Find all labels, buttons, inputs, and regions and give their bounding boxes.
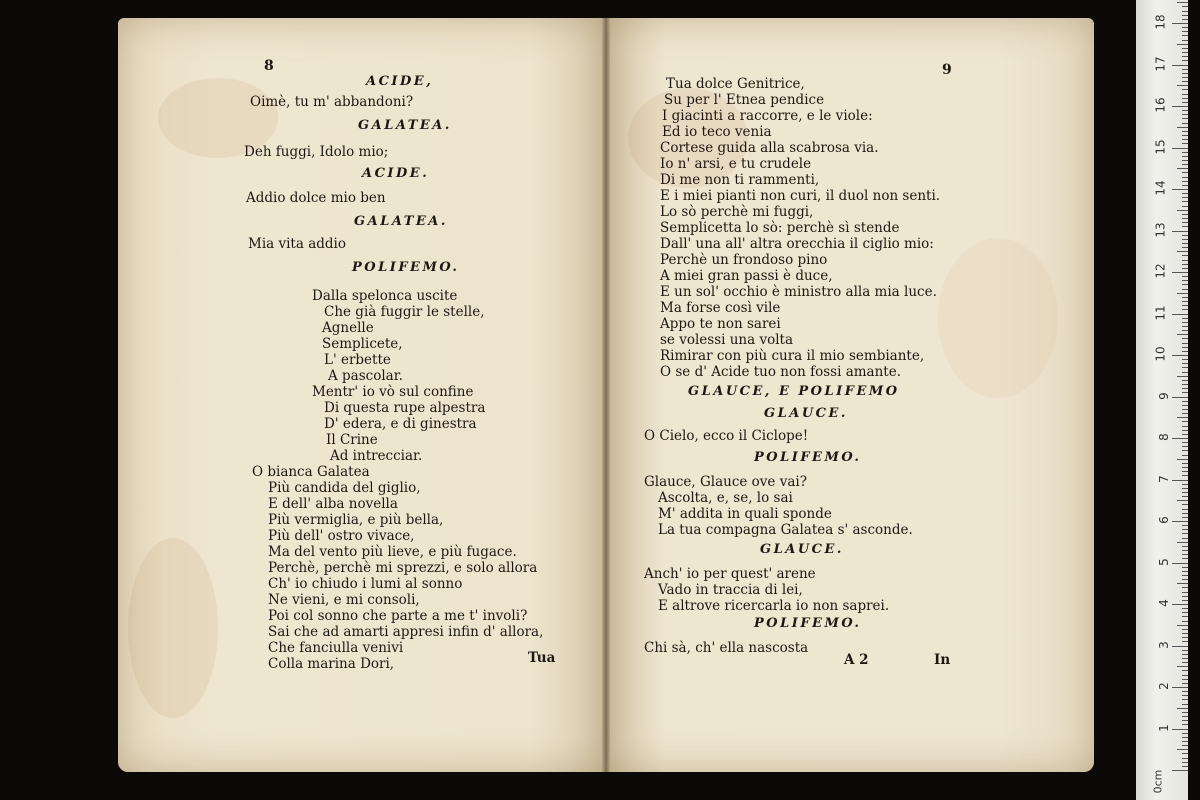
ruler-tick [1172, 729, 1188, 730]
ruler-tick [1172, 231, 1188, 232]
verse-line: Più dell' ostro vivace, [268, 528, 415, 544]
ruler-tick [1182, 35, 1188, 36]
ruler-number: 7 [1157, 474, 1172, 483]
ruler-tick [1182, 347, 1188, 348]
ruler-tick [1182, 463, 1188, 464]
ruler-tick [1182, 621, 1188, 622]
ruler-number: 17 [1153, 55, 1168, 72]
ruler-tick [1182, 733, 1188, 734]
ruler-number: 3 [1157, 640, 1172, 649]
verse-line: E dell' alba novella [268, 496, 398, 512]
ruler-tick [1182, 367, 1188, 368]
ruler-tick [1182, 616, 1188, 617]
ruler-tick [1182, 31, 1188, 32]
ruler-tick [1177, 376, 1188, 377]
ruler-number: 2 [1157, 682, 1172, 690]
ruler-tick [1182, 409, 1188, 410]
ruler-tick [1177, 459, 1188, 460]
ruler-tick [1182, 98, 1188, 99]
ruler-tick [1182, 413, 1188, 414]
ruler-tick [1182, 297, 1188, 298]
verse-line: Glauce, Glauce ove vai? [644, 474, 807, 490]
verse-line: Lo sò perchè mi fuggi, [660, 204, 814, 220]
ruler-tick [1177, 293, 1188, 294]
ruler-tick [1182, 185, 1188, 186]
ruler-tick [1182, 405, 1188, 406]
ruler-tick [1182, 226, 1188, 227]
ruler-tick [1182, 264, 1188, 265]
ruler-tick [1182, 558, 1188, 559]
ruler-tick [1182, 143, 1188, 144]
verse-line: Semplicete, [322, 336, 403, 352]
ruler-tick [1182, 612, 1188, 613]
ruler-tick [1182, 6, 1188, 7]
verse-line: E un sol' occhio è ministro alla mia luce. [660, 284, 937, 300]
verse-line: Ne vieni, e mi consoli, [268, 592, 420, 608]
ruler-tick [1182, 114, 1188, 115]
ruler-tick [1177, 85, 1188, 86]
ruler-tick [1182, 243, 1188, 244]
verse-line: Anch' io per quest' arene [644, 566, 816, 582]
verse-line: Dall' una all' altra orecchia il ciglio mio: [660, 236, 934, 252]
ruler-tick [1182, 206, 1188, 207]
left-catchword: Tua [528, 650, 556, 666]
ruler-tick [1182, 301, 1188, 302]
ruler-tick [1172, 480, 1188, 481]
measuring-ruler [1136, 0, 1188, 800]
verse-line: Dalla spelonca uscite [312, 288, 458, 304]
ruler-number: 16 [1153, 97, 1168, 113]
ruler-tick [1182, 737, 1188, 738]
ruler-tick [1182, 571, 1188, 572]
verse-line: E altrove ricercarla io non saprei. [658, 598, 890, 614]
ruler-tick [1182, 633, 1188, 634]
ruler-tick [1182, 629, 1188, 630]
ruler-tick [1177, 210, 1188, 211]
ruler-tick [1182, 550, 1188, 551]
ruler-tick [1172, 148, 1188, 149]
ruler-tick [1182, 152, 1188, 153]
ruler-tick [1182, 372, 1188, 373]
verse-line: M' addita in quali sponde [658, 506, 832, 522]
ruler-tick [1182, 679, 1188, 680]
ruler-tick [1182, 305, 1188, 306]
ruler-tick [1182, 247, 1188, 248]
verse-line: Perchè un frondoso pino [660, 252, 828, 268]
ruler-tick [1177, 500, 1188, 501]
right-page-number: 9 [942, 62, 952, 78]
verse-line: Agnelle [322, 320, 374, 336]
ruler-tick [1182, 720, 1188, 721]
ruler-tick [1182, 118, 1188, 119]
ruler-tick [1172, 563, 1188, 564]
ruler-tick [1172, 521, 1188, 522]
ruler-tick [1182, 60, 1188, 61]
verse-line: Ch' io chiudo i lumi al sonno [268, 576, 463, 592]
ruler-tick [1182, 654, 1188, 655]
ruler-tick [1182, 504, 1188, 505]
ruler-tick [1182, 322, 1188, 323]
ruler-tick [1177, 127, 1188, 128]
verse-line: Più vermiglia, e più bella, [268, 512, 444, 528]
ruler-tick [1182, 496, 1188, 497]
ruler-tick [1177, 583, 1188, 584]
verse-line: Più candida del giglio, [268, 480, 421, 496]
ruler-tick [1182, 69, 1188, 70]
ruler-tick [1182, 135, 1188, 136]
ruler-tick [1182, 268, 1188, 269]
ruler-tick [1182, 426, 1188, 427]
verse-line: Oimè, tu m' abbandoni? [250, 94, 414, 110]
ruler-tick [1182, 276, 1188, 277]
verse-line: E i miei pianti non curi, il duol non senti. [660, 188, 941, 204]
verse-line: Su per l' Etnea pendice [664, 92, 825, 108]
ruler-number: 12 [1153, 263, 1168, 279]
verse-line: O se d' Acide tuo non fossi amante. [660, 364, 901, 380]
ruler-tick [1172, 272, 1188, 273]
ruler-number: 9 [1157, 391, 1172, 400]
ruler-tick [1182, 197, 1188, 198]
verse-line: Chi sà, ch' ella nascosta [644, 640, 809, 656]
verse-line: Ascolta, e, se, lo sai [658, 490, 793, 506]
ruler-tick [1182, 492, 1188, 493]
ruler-tick [1182, 525, 1188, 526]
verse-line: Ma forse così vile [660, 300, 781, 316]
verse-line: Ed io teco venia [662, 124, 772, 140]
ruler-number: 10 [1153, 346, 1168, 362]
ruler-tick [1182, 110, 1188, 111]
speaker-heading: GLAUCE. [760, 542, 844, 557]
ruler-tick [1172, 106, 1188, 107]
ruler-tick [1182, 392, 1188, 393]
ruler-number: 6 [1157, 516, 1172, 524]
ruler-tick [1182, 421, 1188, 422]
verse-line: Poi col sonno che parte a me t' involi? [268, 608, 528, 624]
ruler-tick [1182, 280, 1188, 281]
ruler-tick [1172, 438, 1188, 439]
ruler-tick [1182, 762, 1188, 763]
ruler-tick [1182, 475, 1188, 476]
ruler-tick [1182, 745, 1188, 746]
ruler-tick [1182, 455, 1188, 456]
speaker-heading: ACIDE, [366, 74, 434, 89]
ruler-tick [1182, 575, 1188, 576]
ruler-tick [1182, 48, 1188, 49]
verse-line: I giacinti a raccorre, e le viole: [662, 108, 873, 124]
ruler-tick [1182, 139, 1188, 140]
speaker-heading: GLAUCE. [764, 406, 848, 421]
verse-line: Deh fuggi, Idolo mio; [244, 144, 389, 160]
ruler-tick [1182, 670, 1188, 671]
verse-line: Perchè, perchè mi sprezzi, e solo allora [268, 560, 538, 576]
ruler-tick [1182, 102, 1188, 103]
ruler-tick [1182, 741, 1188, 742]
ruler-number: 5 [1157, 557, 1172, 566]
ruler-tick [1182, 359, 1188, 360]
ruler-tick [1182, 724, 1188, 725]
ruler-tick [1182, 587, 1188, 588]
verse-line: Mentr' io vò sul confine [312, 384, 474, 400]
verse-line: Ad intrecciar. [330, 448, 423, 464]
ruler-tick [1172, 189, 1188, 190]
ruler-tick [1182, 434, 1188, 435]
ruler-number: 8 [1157, 433, 1172, 441]
ruler-tick [1182, 177, 1188, 178]
verse-line: L' erbette [324, 352, 391, 368]
ruler-tick [1182, 533, 1188, 534]
ruler-tick [1182, 193, 1188, 194]
verse-line: se volessi una volta [660, 332, 794, 348]
ruler-tick [1182, 608, 1188, 609]
verse-line: Il Crine [326, 432, 378, 448]
ruler-number: 1 [1157, 723, 1172, 732]
verse-line: Che già fuggir le stelle, [324, 304, 485, 320]
verse-line: A miei gran passi è duce, [660, 268, 833, 284]
ruler-tick [1182, 218, 1188, 219]
verse-line: Ma del vento più lieve, e più fugace. [268, 544, 517, 560]
ruler-tick [1182, 156, 1188, 157]
ruler-tick [1182, 351, 1188, 352]
ruler-tick [1182, 384, 1188, 385]
verse-line: La tua compagna Galatea s' asconde. [658, 522, 913, 538]
ruler-tick [1172, 646, 1188, 647]
ruler-tick [1182, 592, 1188, 593]
ruler-tick [1177, 625, 1188, 626]
speaker-heading: POLIFEMO. [352, 260, 460, 275]
ruler-tick [1182, 255, 1188, 256]
ruler-tick [1182, 753, 1188, 754]
ruler-tick [1182, 758, 1188, 759]
ruler-tick [1182, 131, 1188, 132]
ruler-number: 15 [1153, 138, 1168, 155]
book-gutter [602, 18, 610, 772]
ruler-tick [1182, 94, 1188, 95]
verse-line: Vado in traccia di lei, [658, 582, 803, 598]
ruler-tick [1182, 56, 1188, 57]
verse-line: D' edera, e di ginestra [324, 416, 477, 432]
ruler-tick [1182, 716, 1188, 717]
ruler-tick [1182, 77, 1188, 78]
speaker-heading: ACIDE. [362, 166, 430, 181]
ruler-tick [1177, 251, 1188, 252]
ruler-tick [1182, 401, 1188, 402]
signature-mark: A 2 [844, 652, 869, 668]
verse-line: Che fanciulla venivi [268, 640, 404, 656]
speaker-heading: GLAUCE, E POLIFEMO [688, 384, 900, 399]
ruler-tick [1182, 637, 1188, 638]
ruler-tick [1182, 123, 1188, 124]
ruler-tick [1182, 326, 1188, 327]
ruler-tick [1182, 662, 1188, 663]
ruler-tick [1182, 388, 1188, 389]
ruler-tick [1172, 355, 1188, 356]
ruler-tick [1182, 683, 1188, 684]
ruler-tick [1182, 284, 1188, 285]
ruler-tick [1172, 314, 1188, 315]
ruler-tick [1177, 2, 1188, 3]
ruler-tick [1182, 704, 1188, 705]
ruler-tick [1172, 604, 1188, 605]
ruler-tick [1182, 650, 1188, 651]
ruler-tick [1182, 567, 1188, 568]
verse-line: Di questa rupe alpestra [324, 400, 486, 416]
ruler-tick [1182, 309, 1188, 310]
ruler-tick [1172, 65, 1188, 66]
verse-line: Semplicetta lo sò: perchè sì stende [660, 220, 900, 236]
ruler-tick [1182, 675, 1188, 676]
ruler-tick [1182, 181, 1188, 182]
ruler-tick [1182, 450, 1188, 451]
ruler-tick [1182, 538, 1188, 539]
ruler-tick [1172, 687, 1188, 688]
ruler-tick [1182, 712, 1188, 713]
ruler-tick [1182, 160, 1188, 161]
ruler-number: 11 [1153, 304, 1168, 321]
ruler-tick [1172, 770, 1188, 771]
ruler-tick [1182, 363, 1188, 364]
ruler-tick [1182, 11, 1188, 12]
ruler-tick [1182, 260, 1188, 261]
ruler-tick [1182, 488, 1188, 489]
ruler-tick [1177, 334, 1188, 335]
ruler-tick [1182, 513, 1188, 514]
ruler-tick [1182, 52, 1188, 53]
verse-line: Appo te non sarei [660, 316, 781, 332]
ruler-tick [1182, 529, 1188, 530]
ruler-number: 18 [1153, 14, 1168, 30]
verse-line: Colla marina Dori, [268, 656, 395, 672]
verse-line: Sai che ad amarti appresi infin d' allora, [268, 624, 544, 640]
speaker-heading: POLIFEMO. [754, 616, 862, 631]
ruler-tick [1182, 442, 1188, 443]
ruler-number: 13 [1153, 221, 1168, 238]
ruler-tick [1182, 695, 1188, 696]
ruler-tick [1177, 417, 1188, 418]
speaker-heading: POLIFEMO. [754, 450, 862, 465]
ruler-tick [1182, 73, 1188, 74]
verse-line: O bianca Galatea [252, 464, 370, 480]
ruler-tick [1182, 19, 1188, 20]
ruler-tick [1182, 579, 1188, 580]
ruler-tick [1182, 27, 1188, 28]
ruler-tick [1182, 596, 1188, 597]
ruler-tick [1172, 397, 1188, 398]
ruler-tick [1182, 222, 1188, 223]
ruler-tick [1182, 699, 1188, 700]
ruler-tick [1182, 430, 1188, 431]
ruler-tick [1182, 471, 1188, 472]
ruler-tick [1177, 168, 1188, 169]
ruler-tick [1172, 23, 1188, 24]
ruler-tick [1182, 330, 1188, 331]
verse-line: Rimirar con più cura il mio sembiante, [660, 348, 925, 364]
ruler-tick [1182, 338, 1188, 339]
ruler-tick [1182, 691, 1188, 692]
ruler-tick [1182, 201, 1188, 202]
ruler-unit-label: 0cm [1151, 769, 1165, 794]
ruler-tick [1182, 446, 1188, 447]
ruler-tick [1177, 542, 1188, 543]
ruler-tick [1182, 214, 1188, 215]
verse-line: O Cielo, ecco il Ciclope! [644, 428, 809, 444]
open-book [118, 18, 1098, 776]
verse-line: A pascolar. [328, 368, 403, 384]
right-catchword: In [934, 652, 951, 668]
ruler-tick [1182, 15, 1188, 16]
ruler-tick [1182, 484, 1188, 485]
ruler-tick [1182, 467, 1188, 468]
ruler-tick [1182, 509, 1188, 510]
ruler-tick [1182, 235, 1188, 236]
ruler-tick [1182, 641, 1188, 642]
ruler-tick [1177, 708, 1188, 709]
ruler-number: 14 [1153, 180, 1168, 196]
speaker-heading: GALATEA. [354, 214, 448, 229]
ruler-number: 4 [1157, 599, 1172, 607]
ruler-tick [1182, 600, 1188, 601]
ruler-tick [1177, 44, 1188, 45]
ruler-tick [1182, 164, 1188, 165]
ruler-tick [1182, 517, 1188, 518]
ruler-tick [1182, 766, 1188, 767]
ruler-tick [1177, 666, 1188, 667]
left-page-number: 8 [264, 58, 274, 74]
speaker-heading: GALATEA. [358, 118, 452, 133]
verse-line: Mia vita addio [248, 236, 346, 252]
ruler-tick [1182, 554, 1188, 555]
ruler-tick [1182, 546, 1188, 547]
ruler-tick [1182, 289, 1188, 290]
ruler-tick [1177, 749, 1188, 750]
ruler-tick [1182, 380, 1188, 381]
ruler-tick [1182, 172, 1188, 173]
ruler-tick [1182, 89, 1188, 90]
ruler-tick [1182, 40, 1188, 41]
ruler-tick [1182, 658, 1188, 659]
verse-line: Di me non ti rammenti, [660, 172, 820, 188]
ruler-tick [1182, 239, 1188, 240]
ruler-tick [1182, 318, 1188, 319]
verse-line: Addio dolce mio ben [246, 190, 386, 206]
verse-line: Io n' arsi, e tu crudele [660, 156, 812, 172]
verse-line: Tua dolce Genitrice, [666, 76, 805, 92]
verse-line: Cortese guida alla scabrosa via. [660, 140, 879, 156]
ruler-tick [1182, 81, 1188, 82]
ruler-tick [1182, 343, 1188, 344]
